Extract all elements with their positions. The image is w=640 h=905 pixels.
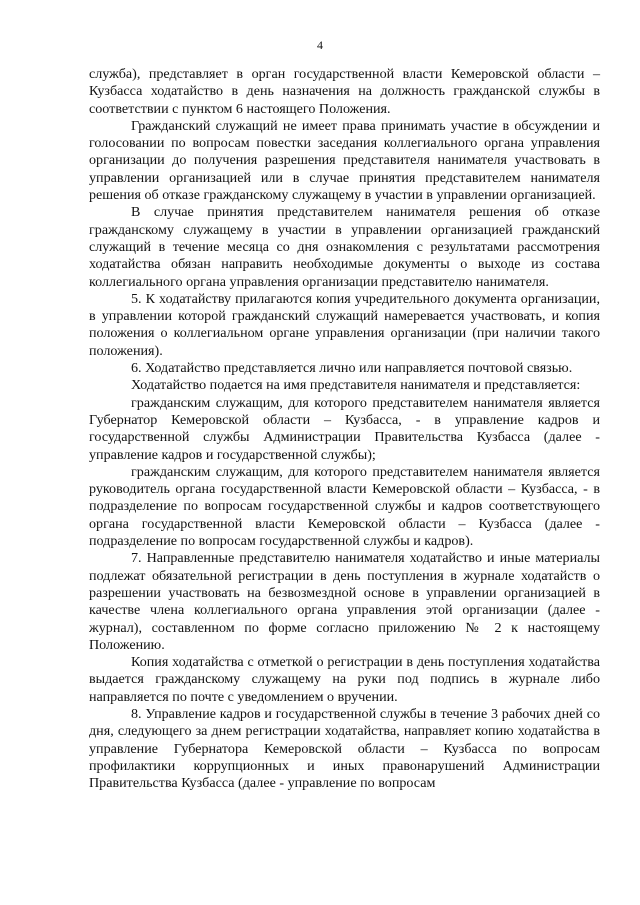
paragraph-item-8: 8. Управление кадров и государственной службы в течение 3 рабочих дней со дня, следующего за днем регистрации ходатайства, направляет копию ходатайства в управление Губернатора Кемеровской области – Кузбасса по вопросам профилактики коррупционных и иных правонарушений Администрации Правительства Кузбасса (далее - управление по вопросам (89, 705, 600, 792)
document-body (89, 66, 600, 792)
page-number: 4 (317, 38, 323, 52)
paragraph: В случае принятия представителем нанимателя решения об отказе гражданскому служащему в участии в управлении организацией гражданский служащий в течение месяца со дня ознакомления с результатами рассмотрения ходатайства обязан направить необходимые документы о выходе из состава коллегиального органа управления организации представителю нанимателя. (89, 204, 600, 290)
paragraph: гражданским служащим, для которого представителем нанимателя является Губернатор Кемеровской области – Кузбасса, - в управление кадров и государственной службы Администрации Правительства Кузбасса (далее - управление кадров и государственной службы); (89, 394, 600, 463)
paragraph-item-6: 6. Ходатайство представляется лично или направляется почтовой связью. (131, 360, 573, 377)
paragraph: Гражданский служащий не имеет права принимать участие в обсуждении и голосовании по вопросам повестки заседания коллегиального органа управления организации до получения разрешения представителя нанимателя участвовать в управлении организацией или в случае принятия представителем нанимателя решения об отказе гражданскому служащему в участии в управлении организацией. (89, 117, 600, 204)
paragraph-item-7: 7. Направленные представителю нанимателя ходатайство и иные материалы подлежат обязательной регистрации в день поступления в журнале ходатайств о разрешении участвовать на безвозмездной основе в управлении организацией в качестве члена коллегиального органа управления этой организации (далее - журнал), составленном по форме согласно приложению № 2 к настоящему Положению. (89, 550, 600, 653)
paragraph: гражданским служащим, для которого представителем нанимателя является руководитель органа государственной власти Кемеровской области – Кузбасса, - в подразделение по вопросам государственной службы и кадров соответствующего органа государственной власти Кемеровской области – Кузбасса (далее - подразделение по вопросам государственной службы и кадров). (89, 463, 600, 550)
paragraph-item-5: 5. К ходатайству прилагаются копия учредительного документа организации, в управлении которой гражданский служащий намеревается участвовать, и копия положения о коллегиальном органе управления организации (при наличии такого положения). (89, 290, 600, 359)
paragraph-continuation: служба), представляет в орган государственной власти Кемеровской области – Кузбасса ходатайство в день назначения на должность гражданской службы в соответствии с пунктом 6 настоящего Положения. (89, 66, 600, 117)
paragraph: Ходатайство подается на имя представителя нанимателя и представляется: (131, 377, 581, 394)
paragraph: Копия ходатайства с отметкой о регистрации в день поступления ходатайства выдается гражданскому служащему на руки под подпись в журнале либо направляется по почте с уведомлением о вручении. (89, 654, 600, 705)
